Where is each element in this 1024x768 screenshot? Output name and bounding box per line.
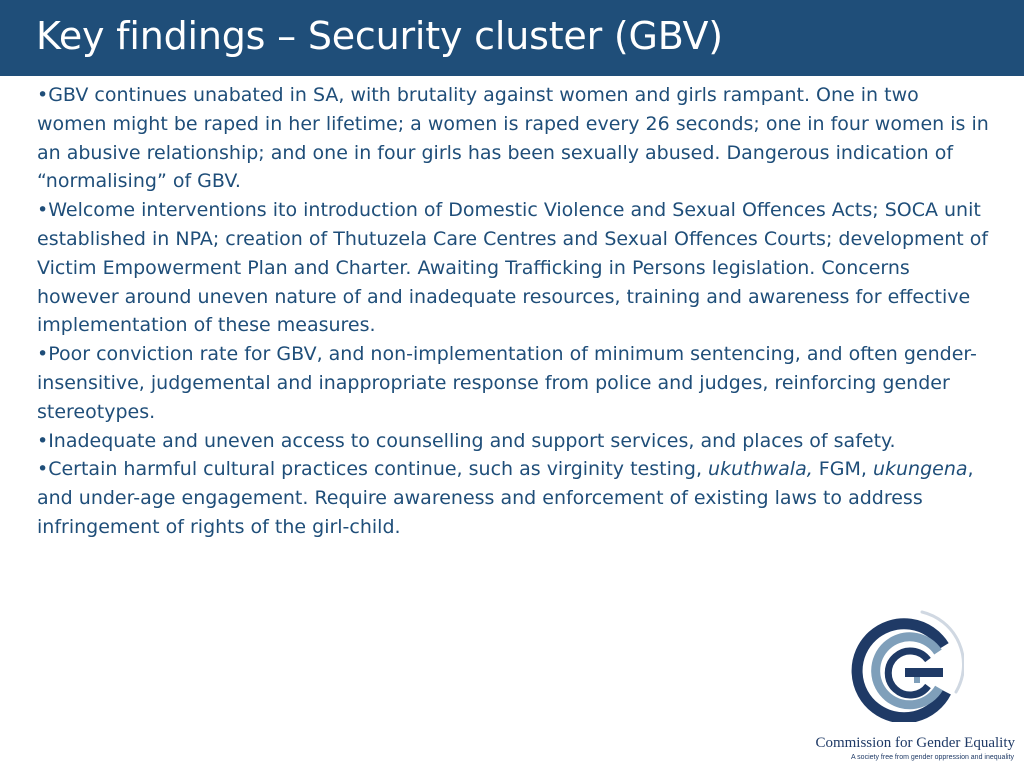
- bullet-text: •Certain harmful cultural practices continue, such as virginity testing,: [37, 458, 709, 481]
- title-bar: [0, 0, 1024, 76]
- bullet-point: [37, 81, 992, 196]
- cge-logo-icon: [848, 606, 964, 722]
- bullet-text: •Welcome interventions ito introduction of Domestic Violence and Sexual Offences Acts; SOCA unit established in NPA; creation of Thutuzela Care Centres and Sexual Offences Courts; development of Victim Empowerment Plan and Charter. Awaiting Trafficking in Persons legislation. Concerns however around uneven nature of and inadequate resources, training and awareness for effective implementation of these measures.: [37, 199, 989, 337]
- bullet-italic-text: ukungena: [872, 458, 968, 481]
- bullet-text: , and under-age engagement. Require awareness and enforcement of existing laws to address infringement of rights of the girl-child.: [37, 458, 974, 538]
- bullet-italic-text: ukuthwala,: [708, 458, 813, 481]
- bullet-point: [37, 455, 992, 541]
- bullet-text: •GBV continues unabated in SA, with brutality against women and girls rampant. One in two women might be raped in her lifetime; a women is raped every 26 seconds; one in four women is in an abusive relationship; and one in four girls has been sexually abused. Dangerous indication of “normalising” of GBV.: [37, 84, 989, 193]
- bullet-text: •Inadequate and uneven access to counselling and support services, and places of safety.: [37, 429, 896, 452]
- bullet-point: [37, 427, 992, 456]
- organisation-tagline: A society free from gender oppression and inequality: [850, 754, 1014, 761]
- slide-title: Key findings – Security cluster (GBV): [36, 14, 723, 58]
- bullet-point: [37, 340, 992, 426]
- slide-content: [37, 81, 992, 542]
- bullet-text: •Poor conviction rate for GBV, and non-implementation of minimum sentencing, and often gender-insensitive, judgemental and inappropriate response from police and judges, reinforcing gender stereotypes.: [37, 343, 977, 423]
- organisation-name: Commission for Gender Equality: [815, 735, 1015, 751]
- bullet-text: FGM,: [812, 458, 873, 481]
- bullet-point: [37, 196, 992, 340]
